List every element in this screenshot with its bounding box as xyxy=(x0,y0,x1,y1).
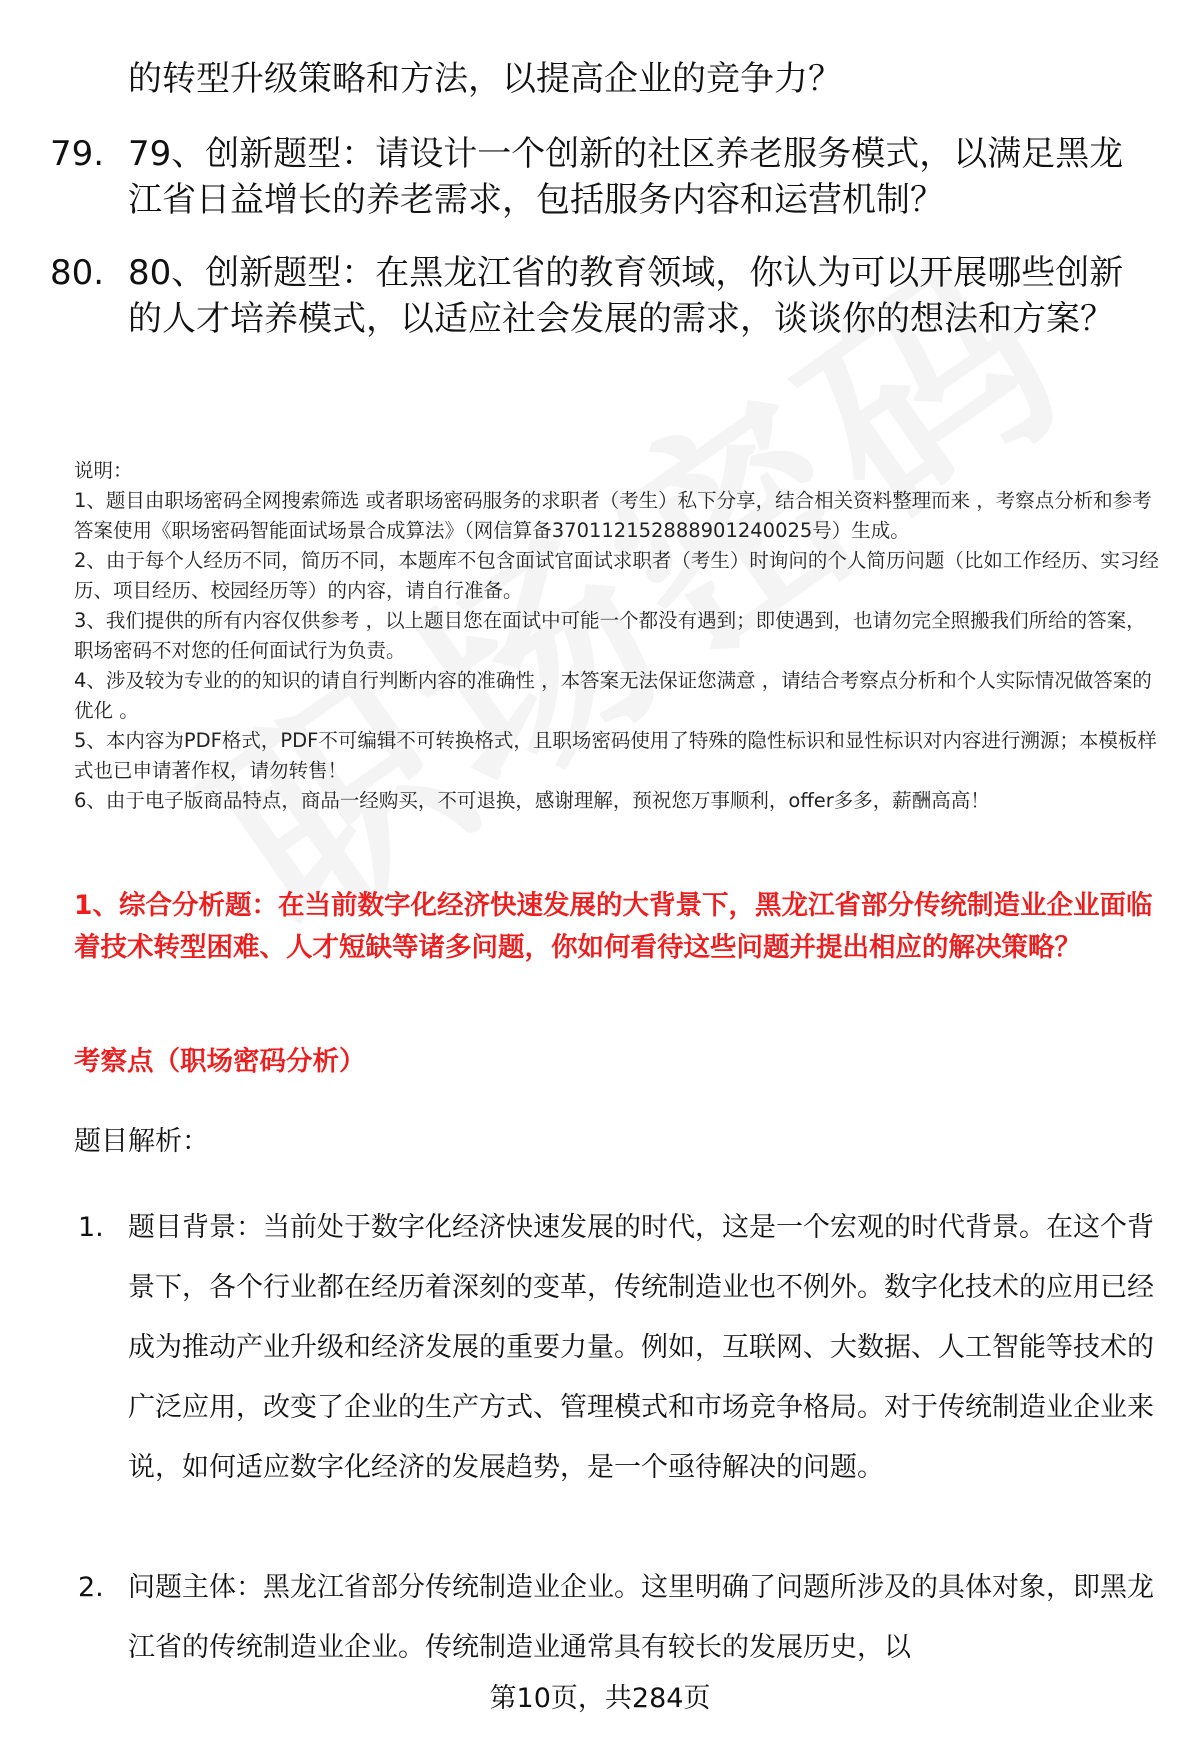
list-text: 问题主体：黑龙江省部分传统制造业企业。这里明确了问题所涉及的具体对象，即黑龙江省的传统制造业企业。传统制造业通常具有较长的发展历史，以 xyxy=(128,1572,1154,1663)
note-item: 5、本内容为PDF格式，PDF不可编辑不可转换格式，且职场密码使用了特殊的隐性标识和显性标识对内容进行溯源；本模板样式也已申请著作权，请勿转售！ xyxy=(74,729,1157,782)
question-item xyxy=(50,250,1150,342)
question-number: 79. xyxy=(50,134,105,174)
analysis-heading: 题目解析： xyxy=(74,1126,209,1157)
analysis-list-item xyxy=(78,1558,1158,1678)
list-number: 2. xyxy=(78,1572,104,1603)
note-item: 3、我们提供的所有内容仅供参考 ，以上题目您在面试中可能一个都没有遇到；即使遇到，也请勿完全照搬我们所给的答案，职场密码不对您的任何面试行为负责。 xyxy=(74,609,1146,662)
question-text: 80、创新题型：在黑龙江省的教育领域，你认为可以开展哪些创新的人才培养模式，以适应社会发展的需求，谈谈你的想法和方案？ xyxy=(128,253,1124,339)
main-question-heading: 1、综合分析题：在当前数字化经济快速发展的大背景下，黑龙江省部分传统制造业企业面临着技术转型困难、人才短缺等诸多问题，你如何看待这些问题并提出相应的解决策略？ xyxy=(74,890,1153,963)
exam-point-heading: 考察点（职场密码分析） xyxy=(74,1046,366,1077)
question-number: 80. xyxy=(50,253,105,293)
question-text: 79、创新题型：请设计一个创新的社区养老服务模式，以满足黑龙江省日益增长的养老需求，包括服务内容和运营机制？ xyxy=(128,134,1124,220)
note-item: 4、涉及较为专业的的知识的请自行判断内容的准确性 ，本答案无法保证您满意 ，请结合考察点分析和个人实际情况做答案的优化 。 xyxy=(74,669,1152,722)
analysis-list-item xyxy=(78,1198,1158,1498)
note-item: 6、由于电子版商品特点，商品一经购买，不可退换，感谢理解，预祝您万事顺利，offer多多，薪酬高高！ xyxy=(74,789,990,812)
question-item xyxy=(50,131,1150,223)
list-number: 1. xyxy=(78,1212,104,1243)
page-footer: 第10页，共284页 xyxy=(489,1683,711,1714)
note-item: 2、由于每个人经历不同，简历不同，本题库不包含面试官面试求职者（考生）时询问的个人简历问题（比如工作经历、实习经历、项目经历、校园经历等）的内容，请自行准备。 xyxy=(74,549,1159,602)
notes-title: 说明： xyxy=(74,459,133,482)
list-text: 题目背景：当前处于数字化经济快速发展的时代，这是一个宏观的时代背景。在这个背景下，各个行业都在经历着深刻的变革，传统制造业也不例外。数字化技术的应用已经成为推动产业升级和经济发展的重要力量。例如，互联网、大数据、人工智能等技术的广泛应用，改变了企业的生产方式、管理模式和市场竞争格局。对于传统制造业企业来说，如何适应数字化经济的发展趋势，是一个亟待解决的问题。 xyxy=(128,1212,1154,1483)
note-item: 1、题目由职场密码全网搜索筛选 或者职场密码服务的求职者（考生）私下分享，结合相关资料整理而来 ，考察点分析和参考答案使用《职场密码智能面试场景合成算法》（网信算备370112152888901240025号）生成。 xyxy=(74,489,1152,542)
question-continuation: 的转型升级策略和方法，以提高企业的竞争力？ xyxy=(128,59,842,99)
disclaimer-notes xyxy=(74,456,1164,816)
